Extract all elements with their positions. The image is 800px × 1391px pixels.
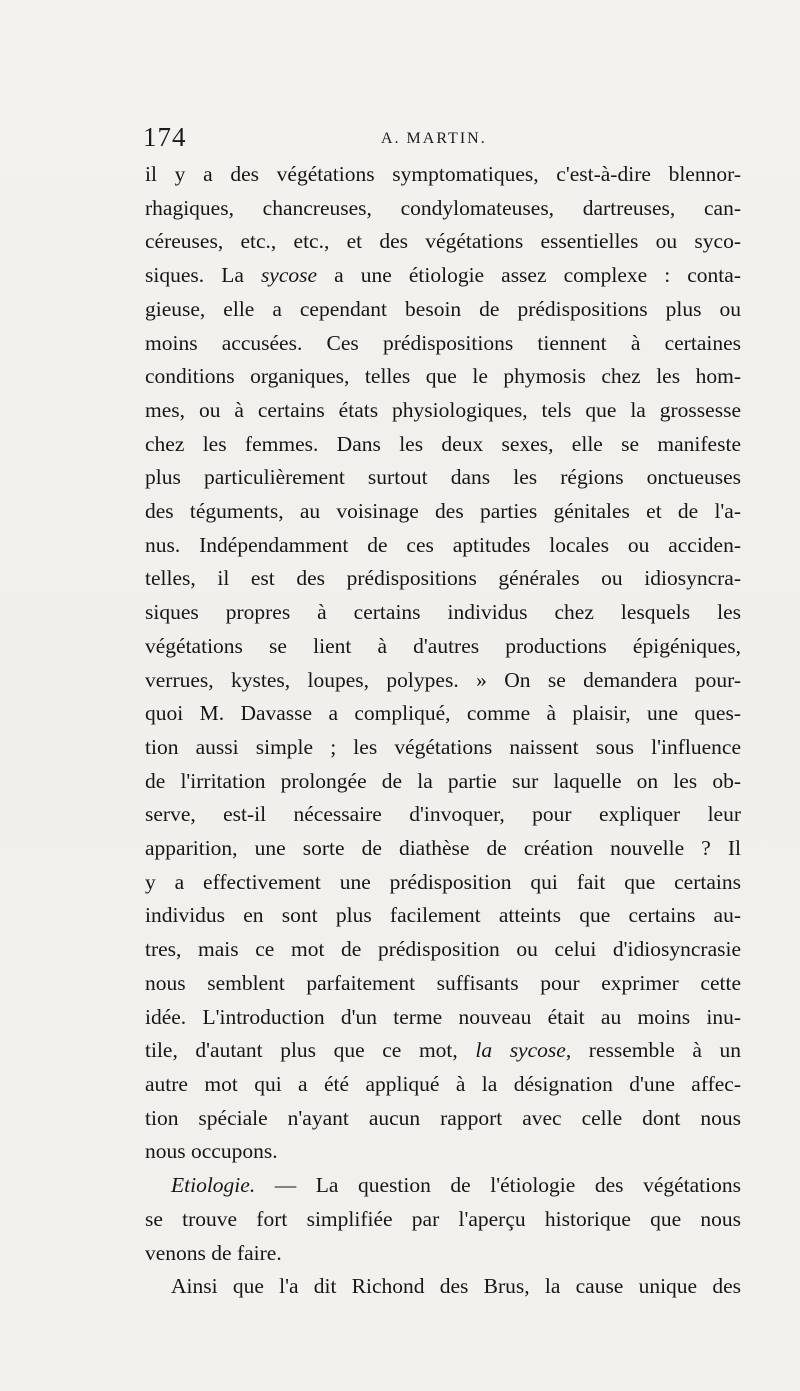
section-heading-etiologie: Etiologie.: [171, 1173, 256, 1198]
text-line: tion spéciale n'ayant aucun rapport avec celle dont nous: [145, 1105, 741, 1130]
text-line: moins accusées. Ces prédispositions tiennent à certaines: [145, 330, 741, 355]
text-line: de l'irritation prolongée de la partie sur laquelle on les ob-: [145, 768, 741, 793]
text-line: des téguments, au voisinage des parties génitales et de l'a-: [145, 499, 741, 524]
etiologie-heading-line: Etiologie. — La question de l'étiologie des végétations: [171, 1173, 741, 1198]
text-line: rhagiques, chancreuses, condylomateuses, dartreuses, can-: [145, 195, 741, 220]
text-line: idée. L'introduction d'un terme nouveau était au moins inu-: [145, 1004, 741, 1029]
text-line: nous occupons.: [145, 1139, 278, 1164]
text-line: se trouve fort simplifiée par l'aperçu historique que nous: [145, 1206, 741, 1231]
text-line: verrues, kystes, loupes, polypes. » On se demandera pour-: [145, 667, 741, 692]
text-line: conditions organiques, telles que le phymosis chez les hom-: [145, 364, 741, 389]
text-line: venons de faire.: [145, 1240, 282, 1265]
text-line: plus particulièrement surtout dans les régions onctueuses: [145, 465, 741, 490]
text-line: siques propres à certains individus chez lesquels les: [145, 600, 741, 625]
page-number: 174: [143, 122, 187, 152]
text-line: quoi M. Davasse a compliqué, comme à plaisir, une ques-: [145, 701, 741, 726]
text-line: telles, il est des prédispositions générales ou idiosyncra-: [145, 566, 741, 591]
text-line: y a effectivement une prédisposition qui fait que certains: [145, 869, 741, 894]
page-header: [143, 122, 743, 152]
text-line: autre mot qui a été appliqué à la désignation d'une affec-: [145, 1071, 741, 1096]
text-line: siques. La sycose a une étiologie assez complexe : conta-: [145, 263, 741, 288]
text-line: tres, mais ce mot de prédisposition ou celui d'idiosyncrasie: [145, 937, 741, 962]
text-line: serve, est-il nécessaire d'invoquer, pour expliquer leur: [145, 802, 741, 827]
text-line: mes, ou à certains états physiologiques, tels que la grossesse: [145, 397, 741, 422]
text-line: individus en sont plus facilement atteints que certains au-: [145, 903, 741, 928]
text-line: végétations se lient à d'autres productions épigéniques,: [145, 633, 741, 658]
text-line: Ainsi que l'a dit Richond des Brus, la cause unique des: [171, 1274, 741, 1299]
italic-term: la sycose: [475, 1038, 566, 1063]
text-line: il y a des végétations symptomatiques, c'est-à-dire blennor-: [145, 162, 741, 186]
running-head: A. MARTIN.: [381, 130, 487, 147]
text-line: apparition, une sorte de diathèse de création nouvelle ? Il: [145, 836, 741, 861]
text-line: gieuse, elle a cependant besoin de prédispositions plus ou: [145, 296, 741, 321]
text-line: céreuses, etc., etc., et des végétations essentielles ou syco-: [145, 229, 741, 254]
text-line: chez les femmes. Dans les deux sexes, elle se manifeste: [145, 431, 741, 456]
body-text: [145, 158, 741, 1304]
text-line: nus. Indépendamment de ces aptitudes locales ou acciden-: [145, 532, 741, 557]
italic-term: sycose: [260, 263, 318, 288]
text-line: nous semblent parfaitement suffisants pour exprimer cette: [145, 970, 741, 995]
text-line: tion aussi simple ; les végétations naissent sous l'influence: [145, 734, 741, 759]
text-line: tile, d'autant plus que ce mot, la sycose, ressemble à un: [145, 1038, 741, 1063]
